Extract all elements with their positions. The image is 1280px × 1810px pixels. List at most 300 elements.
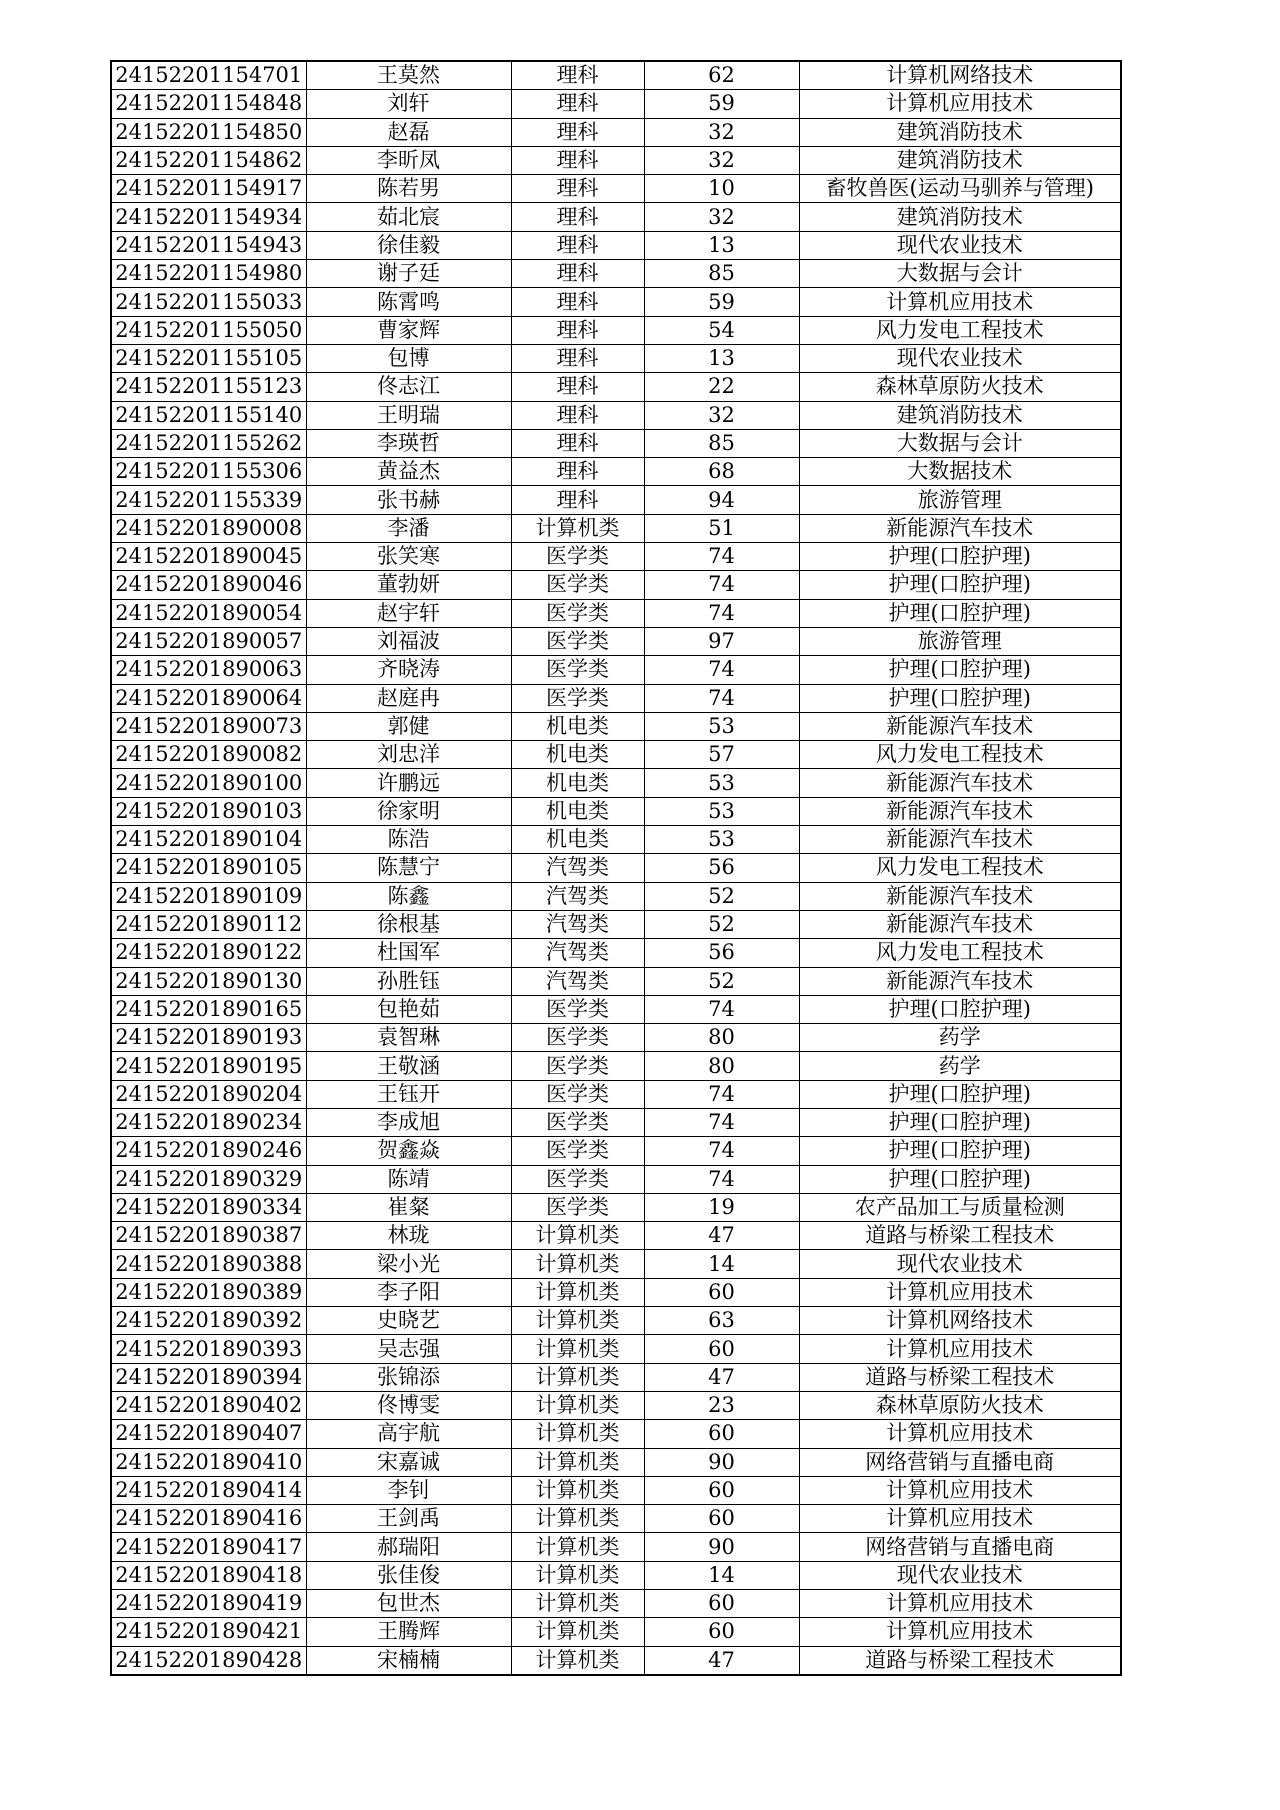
exam-number-cell: 24152201155105 — [111, 344, 306, 372]
score-cell: 60 — [644, 1278, 799, 1306]
table-row — [111, 967, 1121, 995]
student-name-cell: 王明瑞 — [306, 401, 511, 429]
category-cell: 理科 — [511, 429, 644, 457]
major-cell: 护理(口腔护理) — [799, 995, 1121, 1023]
score-cell: 32 — [644, 203, 799, 231]
category-cell: 理科 — [511, 90, 644, 118]
major-cell: 药学 — [799, 1024, 1121, 1052]
major-cell: 农产品加工与质量检测 — [799, 1193, 1121, 1221]
table-row — [111, 1420, 1121, 1448]
student-name-cell: 吴志强 — [306, 1335, 511, 1363]
exam-number-cell: 24152201890428 — [111, 1646, 306, 1675]
student-name-cell: 王腾辉 — [306, 1618, 511, 1646]
score-cell: 80 — [644, 1052, 799, 1080]
table-row — [111, 741, 1121, 769]
score-cell: 60 — [644, 1420, 799, 1448]
student-name-cell: 佟博雯 — [306, 1391, 511, 1419]
category-cell: 理科 — [511, 344, 644, 372]
student-name-cell: 赵庭冉 — [306, 684, 511, 712]
score-cell: 60 — [644, 1618, 799, 1646]
exam-number-cell: 24152201890334 — [111, 1193, 306, 1221]
category-cell: 计算机类 — [511, 1646, 644, 1675]
major-cell: 护理(口腔护理) — [799, 599, 1121, 627]
student-name-cell: 黄益杰 — [306, 458, 511, 486]
score-cell: 74 — [644, 1108, 799, 1136]
category-cell: 理科 — [511, 175, 644, 203]
exam-number-cell: 24152201890193 — [111, 1024, 306, 1052]
major-cell: 新能源汽车技术 — [799, 882, 1121, 910]
student-name-cell: 史晓艺 — [306, 1307, 511, 1335]
score-cell: 47 — [644, 1222, 799, 1250]
category-cell: 理科 — [511, 118, 644, 146]
table-row — [111, 1165, 1121, 1193]
major-cell: 护理(口腔护理) — [799, 1137, 1121, 1165]
major-cell: 道路与桥梁工程技术 — [799, 1646, 1121, 1675]
table-row — [111, 1222, 1121, 1250]
student-name-cell: 李成旭 — [306, 1108, 511, 1136]
student-name-cell: 李瑛哲 — [306, 429, 511, 457]
exam-number-cell: 24152201154934 — [111, 203, 306, 231]
category-cell: 计算机类 — [511, 1420, 644, 1448]
major-cell: 护理(口腔护理) — [799, 1108, 1121, 1136]
category-cell: 汽驾类 — [511, 882, 644, 910]
table-row — [111, 1080, 1121, 1108]
score-cell: 53 — [644, 769, 799, 797]
exam-number-cell: 24152201155306 — [111, 458, 306, 486]
score-cell: 13 — [644, 344, 799, 372]
score-cell: 74 — [644, 1080, 799, 1108]
major-cell: 药学 — [799, 1052, 1121, 1080]
major-cell: 建筑消防技术 — [799, 401, 1121, 429]
score-cell: 52 — [644, 910, 799, 938]
table-row — [111, 1505, 1121, 1533]
table-row — [111, 1533, 1121, 1561]
major-cell: 现代农业技术 — [799, 1561, 1121, 1589]
category-cell: 医学类 — [511, 543, 644, 571]
category-cell: 医学类 — [511, 1193, 644, 1221]
student-name-cell: 徐佳毅 — [306, 231, 511, 259]
exam-number-cell: 24152201890105 — [111, 854, 306, 882]
major-cell: 网络营销与直播电商 — [799, 1448, 1121, 1476]
major-cell: 计算机应用技术 — [799, 1335, 1121, 1363]
score-cell: 14 — [644, 1250, 799, 1278]
exam-number-cell: 24152201890387 — [111, 1222, 306, 1250]
exam-number-cell: 24152201890418 — [111, 1561, 306, 1589]
admission-table — [110, 60, 1122, 1676]
category-cell: 医学类 — [511, 1108, 644, 1136]
exam-number-cell: 24152201890046 — [111, 571, 306, 599]
category-cell: 计算机类 — [511, 1250, 644, 1278]
table-row — [111, 1108, 1121, 1136]
major-cell: 计算机应用技术 — [799, 1505, 1121, 1533]
table-row — [111, 288, 1121, 316]
score-cell: 53 — [644, 797, 799, 825]
exam-number-cell: 24152201890246 — [111, 1137, 306, 1165]
student-name-cell: 李昕凤 — [306, 146, 511, 174]
student-name-cell: 茹北宸 — [306, 203, 511, 231]
exam-number-cell: 24152201155033 — [111, 288, 306, 316]
category-cell: 医学类 — [511, 684, 644, 712]
exam-number-cell: 24152201890402 — [111, 1391, 306, 1419]
table-row — [111, 260, 1121, 288]
category-cell: 计算机类 — [511, 1618, 644, 1646]
category-cell: 理科 — [511, 260, 644, 288]
score-cell: 85 — [644, 260, 799, 288]
table-row — [111, 1561, 1121, 1589]
table-row — [111, 712, 1121, 740]
exam-number-cell: 24152201154850 — [111, 118, 306, 146]
major-cell: 森林草原防火技术 — [799, 1391, 1121, 1419]
score-cell: 90 — [644, 1533, 799, 1561]
table-row — [111, 90, 1121, 118]
exam-number-cell: 24152201154862 — [111, 146, 306, 174]
exam-number-cell: 24152201890057 — [111, 627, 306, 655]
category-cell: 医学类 — [511, 1024, 644, 1052]
student-name-cell: 张佳俊 — [306, 1561, 511, 1589]
table-row — [111, 1052, 1121, 1080]
category-cell: 计算机类 — [511, 514, 644, 542]
score-cell: 60 — [644, 1476, 799, 1504]
table-row — [111, 401, 1121, 429]
table-row — [111, 1618, 1121, 1646]
score-cell: 94 — [644, 486, 799, 514]
exam-number-cell: 24152201154701 — [111, 61, 306, 90]
table-row — [111, 1363, 1121, 1391]
exam-number-cell: 24152201890112 — [111, 910, 306, 938]
score-cell: 22 — [644, 373, 799, 401]
table-row — [111, 995, 1121, 1023]
score-cell: 53 — [644, 712, 799, 740]
category-cell: 医学类 — [511, 656, 644, 684]
score-cell: 14 — [644, 1561, 799, 1589]
category-cell: 理科 — [511, 203, 644, 231]
table-row — [111, 854, 1121, 882]
student-name-cell: 孙胜钰 — [306, 967, 511, 995]
exam-number-cell: 24152201890234 — [111, 1108, 306, 1136]
student-name-cell: 刘福波 — [306, 627, 511, 655]
student-name-cell: 陈浩 — [306, 826, 511, 854]
table-row — [111, 1193, 1121, 1221]
major-cell: 道路与桥梁工程技术 — [799, 1363, 1121, 1391]
major-cell: 旅游管理 — [799, 627, 1121, 655]
major-cell: 新能源汽车技术 — [799, 769, 1121, 797]
exam-number-cell: 24152201890103 — [111, 797, 306, 825]
student-name-cell: 王莫然 — [306, 61, 511, 90]
table-row — [111, 571, 1121, 599]
category-cell: 汽驾类 — [511, 910, 644, 938]
student-name-cell: 贺鑫焱 — [306, 1137, 511, 1165]
table-row — [111, 1590, 1121, 1618]
major-cell: 护理(口腔护理) — [799, 656, 1121, 684]
table-row — [111, 316, 1121, 344]
category-cell: 医学类 — [511, 995, 644, 1023]
major-cell: 森林草原防火技术 — [799, 373, 1121, 401]
exam-number-cell: 24152201890394 — [111, 1363, 306, 1391]
score-cell: 52 — [644, 882, 799, 910]
table-row — [111, 1646, 1121, 1675]
category-cell: 医学类 — [511, 1052, 644, 1080]
category-cell: 计算机类 — [511, 1533, 644, 1561]
score-cell: 47 — [644, 1646, 799, 1675]
category-cell: 理科 — [511, 458, 644, 486]
student-name-cell: 谢子廷 — [306, 260, 511, 288]
student-name-cell: 刘轩 — [306, 90, 511, 118]
category-cell: 医学类 — [511, 627, 644, 655]
major-cell: 大数据与会计 — [799, 429, 1121, 457]
major-cell: 护理(口腔护理) — [799, 1080, 1121, 1108]
category-cell: 机电类 — [511, 797, 644, 825]
category-cell: 理科 — [511, 373, 644, 401]
category-cell: 计算机类 — [511, 1590, 644, 1618]
category-cell: 医学类 — [511, 1080, 644, 1108]
category-cell: 计算机类 — [511, 1561, 644, 1589]
major-cell: 护理(口腔护理) — [799, 684, 1121, 712]
category-cell: 理科 — [511, 316, 644, 344]
student-name-cell: 宋楠楠 — [306, 1646, 511, 1675]
exam-number-cell: 24152201155140 — [111, 401, 306, 429]
student-name-cell: 宋嘉诚 — [306, 1448, 511, 1476]
student-name-cell: 陈霄鸣 — [306, 288, 511, 316]
student-name-cell: 张锦添 — [306, 1363, 511, 1391]
student-name-cell: 高宇航 — [306, 1420, 511, 1448]
category-cell: 理科 — [511, 401, 644, 429]
major-cell: 计算机应用技术 — [799, 1618, 1121, 1646]
score-cell: 85 — [644, 429, 799, 457]
score-cell: 32 — [644, 146, 799, 174]
major-cell: 计算机应用技术 — [799, 1420, 1121, 1448]
score-cell: 80 — [644, 1024, 799, 1052]
major-cell: 大数据技术 — [799, 458, 1121, 486]
category-cell: 理科 — [511, 61, 644, 90]
major-cell: 新能源汽车技术 — [799, 797, 1121, 825]
exam-number-cell: 24152201890045 — [111, 543, 306, 571]
table-row — [111, 769, 1121, 797]
exam-number-cell: 24152201154917 — [111, 175, 306, 203]
table-row — [111, 684, 1121, 712]
category-cell: 理科 — [511, 288, 644, 316]
table-row — [111, 231, 1121, 259]
exam-number-cell: 24152201890082 — [111, 741, 306, 769]
score-cell: 74 — [644, 656, 799, 684]
category-cell: 医学类 — [511, 599, 644, 627]
category-cell: 计算机类 — [511, 1335, 644, 1363]
major-cell: 畜牧兽医(运动马驯养与管理) — [799, 175, 1121, 203]
score-cell: 74 — [644, 571, 799, 599]
table-row — [111, 1391, 1121, 1419]
exam-number-cell: 24152201155123 — [111, 373, 306, 401]
exam-number-cell: 24152201890204 — [111, 1080, 306, 1108]
student-name-cell: 张书赫 — [306, 486, 511, 514]
student-name-cell: 李钊 — [306, 1476, 511, 1504]
score-cell: 53 — [644, 826, 799, 854]
exam-number-cell: 24152201154848 — [111, 90, 306, 118]
student-name-cell: 齐晓涛 — [306, 656, 511, 684]
category-cell: 汽驾类 — [511, 854, 644, 882]
table-row — [111, 1250, 1121, 1278]
exam-number-cell: 24152201890063 — [111, 656, 306, 684]
exam-number-cell: 24152201155339 — [111, 486, 306, 514]
exam-number-cell: 24152201890073 — [111, 712, 306, 740]
table-row — [111, 1335, 1121, 1363]
score-cell: 23 — [644, 1391, 799, 1419]
exam-number-cell: 24152201890421 — [111, 1618, 306, 1646]
student-name-cell: 包艳茹 — [306, 995, 511, 1023]
student-name-cell: 梁小光 — [306, 1250, 511, 1278]
major-cell: 建筑消防技术 — [799, 146, 1121, 174]
category-cell: 医学类 — [511, 1137, 644, 1165]
category-cell: 计算机类 — [511, 1448, 644, 1476]
table-row — [111, 514, 1121, 542]
major-cell: 现代农业技术 — [799, 344, 1121, 372]
score-cell: 59 — [644, 288, 799, 316]
major-cell: 新能源汽车技术 — [799, 514, 1121, 542]
major-cell: 道路与桥梁工程技术 — [799, 1222, 1121, 1250]
category-cell: 理科 — [511, 231, 644, 259]
table-row — [111, 1476, 1121, 1504]
category-cell: 计算机类 — [511, 1476, 644, 1504]
score-cell: 62 — [644, 61, 799, 90]
category-cell: 计算机类 — [511, 1307, 644, 1335]
student-name-cell: 李潘 — [306, 514, 511, 542]
category-cell: 计算机类 — [511, 1222, 644, 1250]
category-cell: 理科 — [511, 486, 644, 514]
exam-number-cell: 24152201890392 — [111, 1307, 306, 1335]
exam-number-cell: 24152201155050 — [111, 316, 306, 344]
score-cell: 60 — [644, 1335, 799, 1363]
major-cell: 计算机应用技术 — [799, 1278, 1121, 1306]
student-name-cell: 刘忠洋 — [306, 741, 511, 769]
category-cell: 机电类 — [511, 826, 644, 854]
major-cell: 计算机应用技术 — [799, 90, 1121, 118]
category-cell: 医学类 — [511, 1165, 644, 1193]
student-name-cell: 赵磊 — [306, 118, 511, 146]
score-cell: 59 — [644, 90, 799, 118]
student-name-cell: 王敬涵 — [306, 1052, 511, 1080]
score-cell: 32 — [644, 401, 799, 429]
exam-number-cell: 24152201890419 — [111, 1590, 306, 1618]
student-name-cell: 王剑禹 — [306, 1505, 511, 1533]
table-row — [111, 344, 1121, 372]
table-row — [111, 1448, 1121, 1476]
student-name-cell: 徐家明 — [306, 797, 511, 825]
score-cell: 90 — [644, 1448, 799, 1476]
category-cell: 机电类 — [511, 769, 644, 797]
table-row — [111, 118, 1121, 146]
exam-number-cell: 24152201890008 — [111, 514, 306, 542]
exam-number-cell: 24152201890416 — [111, 1505, 306, 1533]
major-cell: 新能源汽车技术 — [799, 910, 1121, 938]
score-cell: 32 — [644, 118, 799, 146]
student-name-cell: 陈鑫 — [306, 882, 511, 910]
exam-number-cell: 24152201890388 — [111, 1250, 306, 1278]
score-cell: 60 — [644, 1505, 799, 1533]
student-name-cell: 曹家辉 — [306, 316, 511, 344]
table-row — [111, 486, 1121, 514]
major-cell: 大数据与会计 — [799, 260, 1121, 288]
exam-number-cell: 24152201890054 — [111, 599, 306, 627]
student-name-cell: 董勃妍 — [306, 571, 511, 599]
exam-number-cell: 24152201890122 — [111, 939, 306, 967]
major-cell: 现代农业技术 — [799, 1250, 1121, 1278]
table-row — [111, 797, 1121, 825]
category-cell: 计算机类 — [511, 1278, 644, 1306]
score-cell: 74 — [644, 599, 799, 627]
student-name-cell: 郝瑞阳 — [306, 1533, 511, 1561]
exam-number-cell: 24152201890329 — [111, 1165, 306, 1193]
exam-number-cell: 24152201154943 — [111, 231, 306, 259]
student-name-cell: 袁智琳 — [306, 1024, 511, 1052]
major-cell: 风力发电工程技术 — [799, 741, 1121, 769]
table-row — [111, 61, 1121, 90]
exam-number-cell: 24152201890109 — [111, 882, 306, 910]
major-cell: 计算机应用技术 — [799, 1590, 1121, 1618]
score-cell: 57 — [644, 741, 799, 769]
category-cell: 计算机类 — [511, 1391, 644, 1419]
score-cell: 56 — [644, 939, 799, 967]
table-row — [111, 458, 1121, 486]
major-cell: 护理(口腔护理) — [799, 1165, 1121, 1193]
score-cell: 13 — [644, 231, 799, 259]
student-name-cell: 陈靖 — [306, 1165, 511, 1193]
table-row — [111, 373, 1121, 401]
score-cell: 51 — [644, 514, 799, 542]
table-row — [111, 1307, 1121, 1335]
score-cell: 19 — [644, 1193, 799, 1221]
table-row — [111, 429, 1121, 457]
exam-number-cell: 24152201890389 — [111, 1278, 306, 1306]
student-name-cell: 佟志江 — [306, 373, 511, 401]
student-name-cell: 许鹏远 — [306, 769, 511, 797]
major-cell: 新能源汽车技术 — [799, 826, 1121, 854]
student-name-cell: 赵宇轩 — [306, 599, 511, 627]
category-cell: 机电类 — [511, 741, 644, 769]
exam-number-cell: 24152201890407 — [111, 1420, 306, 1448]
exam-number-cell: 24152201890414 — [111, 1476, 306, 1504]
exam-number-cell: 24152201890195 — [111, 1052, 306, 1080]
score-cell: 54 — [644, 316, 799, 344]
student-name-cell: 陈慧宁 — [306, 854, 511, 882]
student-name-cell: 杜国军 — [306, 939, 511, 967]
student-name-cell: 陈若男 — [306, 175, 511, 203]
category-cell: 计算机类 — [511, 1505, 644, 1533]
table-row — [111, 1278, 1121, 1306]
score-cell: 63 — [644, 1307, 799, 1335]
major-cell: 护理(口腔护理) — [799, 543, 1121, 571]
major-cell: 风力发电工程技术 — [799, 316, 1121, 344]
major-cell: 新能源汽车技术 — [799, 967, 1121, 995]
exam-number-cell: 24152201890165 — [111, 995, 306, 1023]
major-cell: 旅游管理 — [799, 486, 1121, 514]
score-cell: 74 — [644, 543, 799, 571]
major-cell: 风力发电工程技术 — [799, 939, 1121, 967]
major-cell: 计算机应用技术 — [799, 288, 1121, 316]
score-cell: 97 — [644, 627, 799, 655]
score-cell: 10 — [644, 175, 799, 203]
score-cell: 52 — [644, 967, 799, 995]
student-name-cell: 王钰开 — [306, 1080, 511, 1108]
student-name-cell: 林珑 — [306, 1222, 511, 1250]
major-cell: 建筑消防技术 — [799, 203, 1121, 231]
student-name-cell: 李子阳 — [306, 1278, 511, 1306]
student-name-cell: 徐根基 — [306, 910, 511, 938]
category-cell: 汽驾类 — [511, 939, 644, 967]
score-cell: 60 — [644, 1590, 799, 1618]
major-cell: 计算机应用技术 — [799, 1476, 1121, 1504]
exam-number-cell: 24152201890393 — [111, 1335, 306, 1363]
exam-number-cell: 24152201890410 — [111, 1448, 306, 1476]
table-row — [111, 826, 1121, 854]
table-row — [111, 1024, 1121, 1052]
